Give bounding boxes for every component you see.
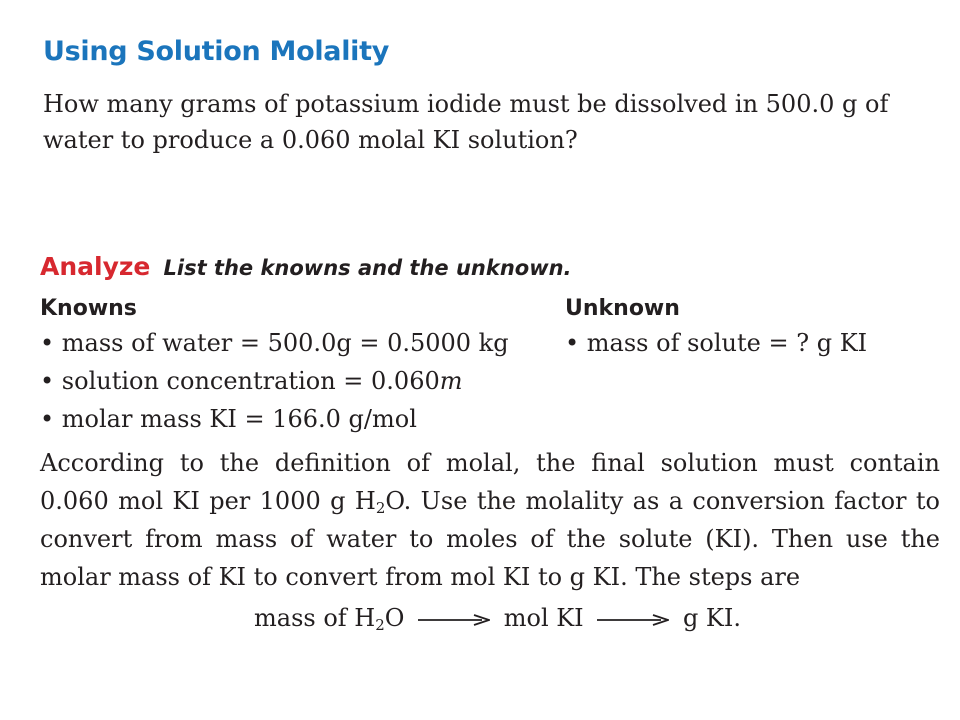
known-concentration: • solution concentration = 0.060m <box>40 362 509 400</box>
right-arrow-icon <box>418 613 490 627</box>
question-line-1: How many grams of potassium iodide must be dissolved in 500.0 g of <box>43 90 889 118</box>
knowns-list <box>40 324 509 438</box>
analyze-label: Analyze <box>40 252 151 281</box>
explanation-line-3: convert from mass of water to moles of the solute (KI). Then use the <box>40 525 940 553</box>
right-arrow-icon <box>597 613 669 627</box>
explanation-paragraph <box>40 444 940 596</box>
step-mass-of-water: mass of $H_2O$ <box>254 604 405 634</box>
explanation-line-1: According to the definition of molal, the final solution must contain <box>40 449 940 477</box>
step-g-ki: g KI. <box>682 604 741 632</box>
unknown-mass-of-solute: • mass of solute = ? g KI <box>565 324 867 362</box>
known-molar-mass: • molar mass KI = 166.0 g/mol <box>40 400 509 438</box>
step-mol-ki: mol KI <box>503 604 584 632</box>
knowns-heading: Knowns <box>40 296 137 321</box>
question-line-2: water to produce a 0.060 molal KI solution? <box>43 126 578 154</box>
analyze-heading <box>40 252 572 281</box>
known-mass-of-water: • mass of water = 500.0g = 0.5000 kg <box>40 324 509 362</box>
question-text <box>43 86 923 158</box>
analyze-instruction: List the knowns and the unknown. <box>163 256 572 280</box>
unknown-heading: Unknown <box>565 296 680 321</box>
explanation-line-2: 0.060 mol KI per 1000 g $H_2O$. Use the molality as a conversion factor to <box>40 487 940 517</box>
explanation-line-4: molar mass of KI to convert from mol KI to g KI. The steps are <box>40 563 801 591</box>
page-title: Using Solution Molality <box>43 36 390 67</box>
conversion-steps <box>254 604 741 632</box>
unknown-list <box>565 324 867 362</box>
